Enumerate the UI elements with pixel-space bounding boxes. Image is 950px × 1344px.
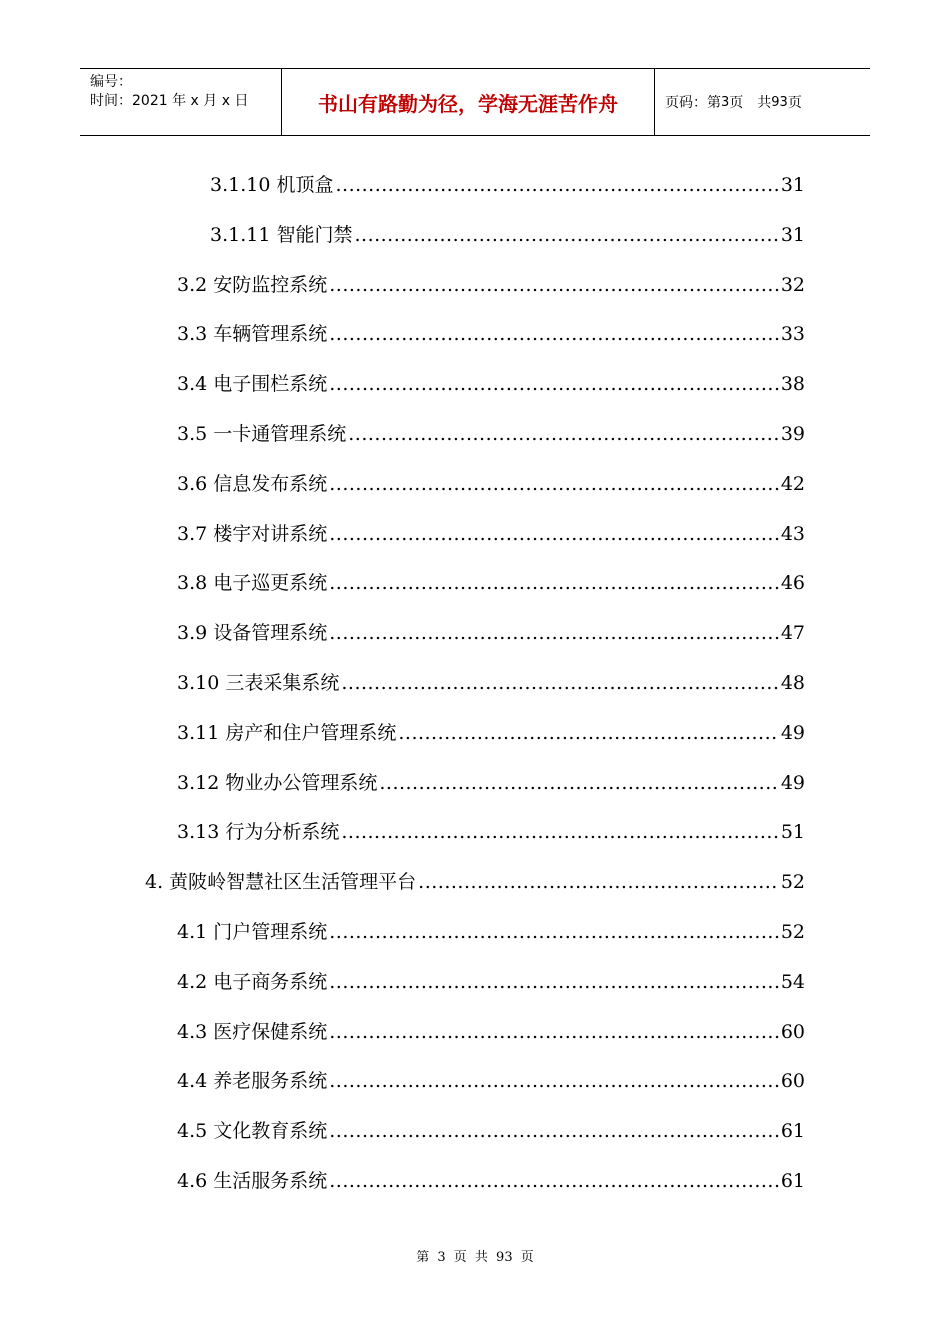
header-page-cell [655,69,870,135]
toc-entry[interactable] [177,817,805,847]
toc-entry-page-number: 38 [780,373,805,396]
toc-entry-page-number: 49 [780,771,805,794]
toc-entry[interactable] [210,170,805,200]
toc-dot-leader [329,1021,779,1043]
toc-entry[interactable] [177,668,805,698]
toc-dot-leader [329,1070,779,1092]
toc-entry-page-number: 43 [780,522,805,545]
toc-dot-leader [329,274,779,296]
header-meta-cell [80,69,282,135]
toc-entry[interactable] [177,469,805,499]
document-number-label: 编号： [90,74,132,90]
page-footer: 第 3 页 共 93 页 [416,1250,534,1265]
toc-entry-title: 3.8 电子巡更系统 [177,572,328,595]
toc-entry-title: 3.10 三表采集系统 [177,672,340,694]
toc-entry-page-number: 46 [780,572,805,595]
toc-entry-title: 4. 黄陂岭智慧社区生活管理平台 [145,871,417,894]
toc-dot-leader [354,224,778,246]
toc-entry-title: 4.4 养老服务系统 [177,1070,328,1093]
toc-dot-leader [329,572,779,594]
toc-entry-page-number: 33 [780,323,805,346]
toc-dot-leader [329,1170,779,1192]
toc-dot-leader [341,672,778,694]
toc-entry-title: 3.1.11 智能门禁 [210,223,353,246]
toc-entry-title: 4.2 电子商务系统 [177,970,328,993]
toc-entry-page-number: 49 [780,721,805,744]
toc-entry-title: 3.13 行为分析系统 [177,821,340,844]
header-motto: 书山有路勤为径，学海无涯苦作舟 [318,91,618,116]
header-page-total: 93 [771,94,788,110]
toc-entry-title: 4.5 文化教育系统 [177,1120,328,1143]
toc-entry-title: 3.12 物业办公管理系统 [177,771,378,794]
toc-entry-title: 3.7 楼宇对讲系统 [177,522,328,545]
page-header [80,68,870,136]
toc-entry-title: 3.5 一卡通管理系统 [177,423,347,445]
toc-entry[interactable] [145,867,805,897]
header-page-prefix: 页码：第 [665,95,721,111]
toc-dot-leader [329,921,779,943]
toc-entry-title: 3.2 安防监控系统 [177,273,328,296]
toc-entry-title: 3.3 车辆管理系统 [177,323,328,346]
toc-entry-page-number: 52 [780,921,805,943]
toc-entry[interactable] [177,519,805,549]
toc-dot-leader [379,772,778,794]
toc-entry-page-number: 47 [780,622,805,645]
toc-entry-title: 4.1 门户管理系统 [177,921,328,943]
toc-entry[interactable] [177,1066,805,1096]
document-date-label: 时间：2021 年 x 月 x 日 [90,93,249,109]
toc-entry[interactable] [177,270,805,300]
toc-entry-title: 3.11 房产和住户管理系统 [177,721,397,744]
header-page-current: 3 [721,94,730,110]
toc-entry[interactable] [177,568,805,598]
toc-entry[interactable] [177,618,805,648]
toc-entry-page-number: 60 [780,1070,805,1093]
header-motto-cell [282,69,655,135]
toc-dot-leader [329,622,779,644]
toc-entry[interactable] [177,768,805,798]
toc-dot-leader [329,523,779,545]
toc-entry-page-number: 60 [780,1020,805,1043]
toc-entry-title: 3.1.10 机顶盒 [210,174,334,196]
toc-entry-title: 4.3 医疗保健系统 [177,1020,328,1043]
toc-dot-leader [335,174,778,196]
toc-dot-leader [398,722,778,744]
toc-entry[interactable] [177,1017,805,1047]
header-page-mid: 页 共 [729,95,772,111]
toc-dot-leader [418,871,779,893]
toc-entry-title: 3.6 信息发布系统 [177,472,328,495]
toc-dot-leader [341,821,778,843]
toc-entry-page-number: 61 [780,1170,805,1192]
toc-entry-page-number: 39 [780,423,805,445]
toc-dot-leader [329,473,779,495]
toc-entry-title: 3.9 设备管理系统 [177,622,328,645]
toc-entry[interactable] [177,917,805,947]
toc-entry-title: 3.4 电子围栏系统 [177,373,328,396]
toc-dot-leader [329,373,779,395]
toc-dot-leader [329,971,779,993]
toc-entry[interactable] [177,1116,805,1146]
toc-entry-page-number: 52 [780,871,805,894]
header-page-suffix: 页 [787,95,802,111]
toc-entry-title: 4.6 生活服务系统 [177,1170,328,1192]
toc-entry[interactable] [177,319,805,349]
toc-entry-page-number: 32 [780,273,805,296]
toc-entry-page-number: 54 [780,970,805,993]
toc-entry-page-number: 42 [780,472,805,495]
toc-entry[interactable] [177,1166,805,1196]
toc-dot-leader [329,1120,779,1142]
toc-entry[interactable] [177,967,805,997]
toc-entry[interactable] [177,419,805,449]
toc-dot-leader [348,423,779,445]
toc-entry-page-number: 31 [780,223,805,246]
toc-dot-leader [329,323,779,345]
toc-entry-page-number: 31 [780,174,805,196]
toc-entry-page-number: 51 [780,821,805,844]
toc-entry[interactable] [210,220,805,250]
toc-entry[interactable] [177,718,805,748]
toc-entry-page-number: 61 [780,1120,805,1143]
toc-entry[interactable] [177,369,805,399]
toc-entry-page-number: 48 [780,672,805,694]
